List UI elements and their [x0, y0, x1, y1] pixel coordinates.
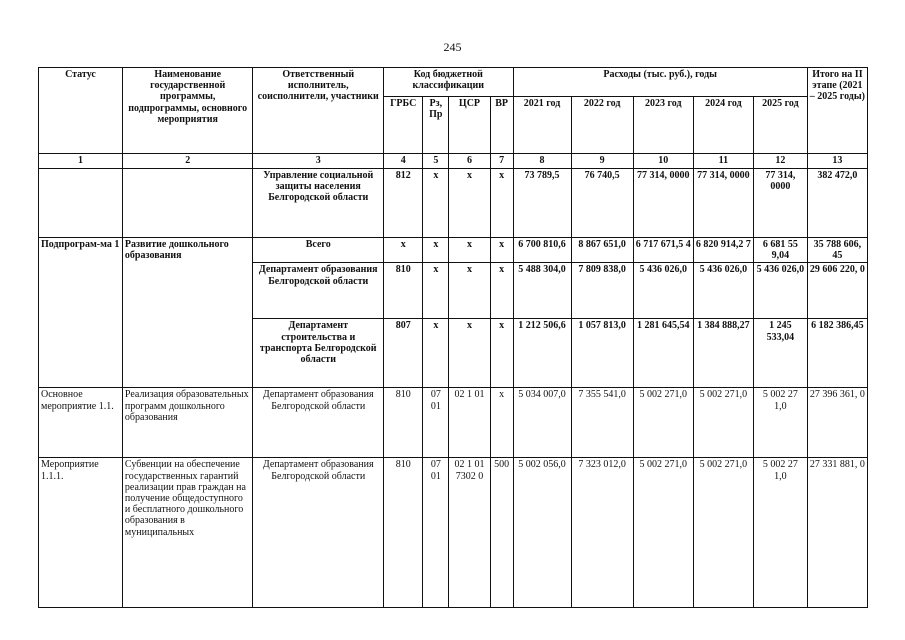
value-2025-cell: 5 002 27 1,0 [753, 458, 807, 608]
vr-cell: x [490, 238, 513, 263]
responsible-cell: Всего [253, 238, 384, 263]
rzpr-cell: 07 01 [423, 388, 449, 458]
csr-cell: 02 1 01 7302 0 [449, 458, 490, 608]
total-cell: 27 396 361, 0 [807, 388, 867, 458]
vr-cell: x [490, 388, 513, 458]
table-row [39, 458, 868, 608]
responsible-cell: Департамент образования Белгородской области [253, 458, 384, 608]
value-2021-cell: 73 789,5 [513, 169, 571, 238]
value-2025-cell: 5 002 27 1,0 [753, 388, 807, 458]
grbs-cell: 807 [384, 319, 423, 388]
header-2024: 2024 год [693, 97, 753, 154]
total-cell: 29 606 220, 0 [807, 263, 867, 319]
rzpr-cell: x [423, 238, 449, 263]
responsible-cell: Департамент образования Белгородской области [253, 388, 384, 458]
value-2021-cell: 5 002 056,0 [513, 458, 571, 608]
grbs-cell: 810 [384, 263, 423, 319]
header-grbs: ГРБС [384, 97, 423, 154]
value-2023-cell: 5 436 026,0 [633, 263, 693, 319]
header-csr: ЦСР [449, 97, 490, 154]
name-cell: Развитие дошкольного образования [122, 238, 253, 388]
value-2023-cell: 6 717 671,5 4 [633, 238, 693, 263]
header-budget-code: Код бюджетной классификации [384, 68, 514, 97]
responsible-cell: Управление социальной защиты населения Белгородской области [253, 169, 384, 238]
grbs-cell: 810 [384, 458, 423, 608]
value-2025-cell: 77 314, 0000 [753, 169, 807, 238]
column-number: 7 [490, 154, 513, 169]
column-number: 11 [693, 154, 753, 169]
grbs-cell: 812 [384, 169, 423, 238]
header-responsible: Ответственный исполнитель, соисполнители, участники [253, 68, 384, 154]
status-cell: Основное мероприятие 1.1. [39, 388, 123, 458]
table-row [39, 238, 868, 263]
value-2021-cell: 5 488 304,0 [513, 263, 571, 319]
vr-cell: x [490, 263, 513, 319]
value-2024-cell: 6 820 914,2 7 [693, 238, 753, 263]
value-2022-cell: 76 740,5 [571, 169, 633, 238]
value-2021-cell: 6 700 810,6 [513, 238, 571, 263]
header-status: Статус [39, 68, 123, 154]
csr-cell: x [449, 263, 490, 319]
value-2022-cell: 8 867 651,0 [571, 238, 633, 263]
csr-cell: 02 1 01 [449, 388, 490, 458]
vr-cell: x [490, 169, 513, 238]
column-number: 1 [39, 154, 123, 169]
status-cell: Подпрограм-ма 1 [39, 238, 123, 388]
column-number-row [39, 154, 868, 169]
rzpr-cell: x [423, 319, 449, 388]
rzpr-cell: x [423, 169, 449, 238]
header-vr: ВР [490, 97, 513, 154]
value-2021-cell: 5 034 007,0 [513, 388, 571, 458]
grbs-cell: x [384, 238, 423, 263]
total-cell: 35 788 606, 45 [807, 238, 867, 263]
value-2022-cell: 7 809 838,0 [571, 263, 633, 319]
value-2024-cell: 1 384 888,27 [693, 319, 753, 388]
value-2024-cell: 5 436 026,0 [693, 263, 753, 319]
name-cell [122, 169, 253, 238]
name-cell: Субвенции на обеспечение государственных гарантий реализации прав граждан на получение общедоступного и бесплатного дошкольного образования в муниципальных [122, 458, 253, 608]
csr-cell: x [449, 169, 490, 238]
budget-table [38, 67, 868, 608]
column-number: 5 [423, 154, 449, 169]
status-cell: Мероприятие 1.1.1. [39, 458, 123, 608]
value-2024-cell: 5 002 271,0 [693, 458, 753, 608]
csr-cell: x [449, 319, 490, 388]
total-cell: 6 182 386,45 [807, 319, 867, 388]
value-2022-cell: 7 323 012,0 [571, 458, 633, 608]
vr-cell: 500 [490, 458, 513, 608]
grbs-cell: 810 [384, 388, 423, 458]
value-2024-cell: 5 002 271,0 [693, 388, 753, 458]
status-cell [39, 169, 123, 238]
value-2021-cell: 1 212 506,6 [513, 319, 571, 388]
column-number: 3 [253, 154, 384, 169]
value-2025-cell: 6 681 55 9,04 [753, 238, 807, 263]
column-number: 12 [753, 154, 807, 169]
header-total: Итого на II этапе (2021 – 2025 годы) [807, 68, 867, 154]
column-number: 2 [122, 154, 253, 169]
value-2023-cell: 77 314, 0000 [633, 169, 693, 238]
total-cell: 382 472,0 [807, 169, 867, 238]
value-2022-cell: 1 057 813,0 [571, 319, 633, 388]
header-2025: 2025 год [753, 97, 807, 154]
column-number: 13 [807, 154, 867, 169]
column-number: 4 [384, 154, 423, 169]
rzpr-cell: x [423, 263, 449, 319]
header-expenses: Расходы (тыс. руб.), годы [513, 68, 807, 97]
name-cell: Реализация образовательных программ дошкольного образования [122, 388, 253, 458]
responsible-cell: Департамент образования Белгородской области [253, 263, 384, 319]
header-name: Наименование государственной программы, подпрограммы, основного мероприятия [122, 68, 253, 154]
header-2021: 2021 год [513, 97, 571, 154]
column-number: 10 [633, 154, 693, 169]
vr-cell: x [490, 319, 513, 388]
value-2023-cell: 5 002 271,0 [633, 458, 693, 608]
total-cell: 27 331 881, 0 [807, 458, 867, 608]
responsible-cell: Департамент строительства и транспорта Белгородской области [253, 319, 384, 388]
rzpr-cell: 07 01 [423, 458, 449, 608]
value-2025-cell: 1 245 533,04 [753, 319, 807, 388]
value-2025-cell: 5 436 026,0 [753, 263, 807, 319]
column-number: 8 [513, 154, 571, 169]
value-2023-cell: 1 281 645,54 [633, 319, 693, 388]
column-number: 6 [449, 154, 490, 169]
value-2023-cell: 5 002 271,0 [633, 388, 693, 458]
header-2022: 2022 год [571, 97, 633, 154]
header-2023: 2023 год [633, 97, 693, 154]
value-2024-cell: 77 314, 0000 [693, 169, 753, 238]
header-rzpr: Рз, Пр [423, 97, 449, 154]
table-row [39, 388, 868, 458]
csr-cell: x [449, 238, 490, 263]
column-number: 9 [571, 154, 633, 169]
table-row [39, 169, 868, 238]
page-number: 245 [443, 40, 462, 54]
value-2022-cell: 7 355 541,0 [571, 388, 633, 458]
